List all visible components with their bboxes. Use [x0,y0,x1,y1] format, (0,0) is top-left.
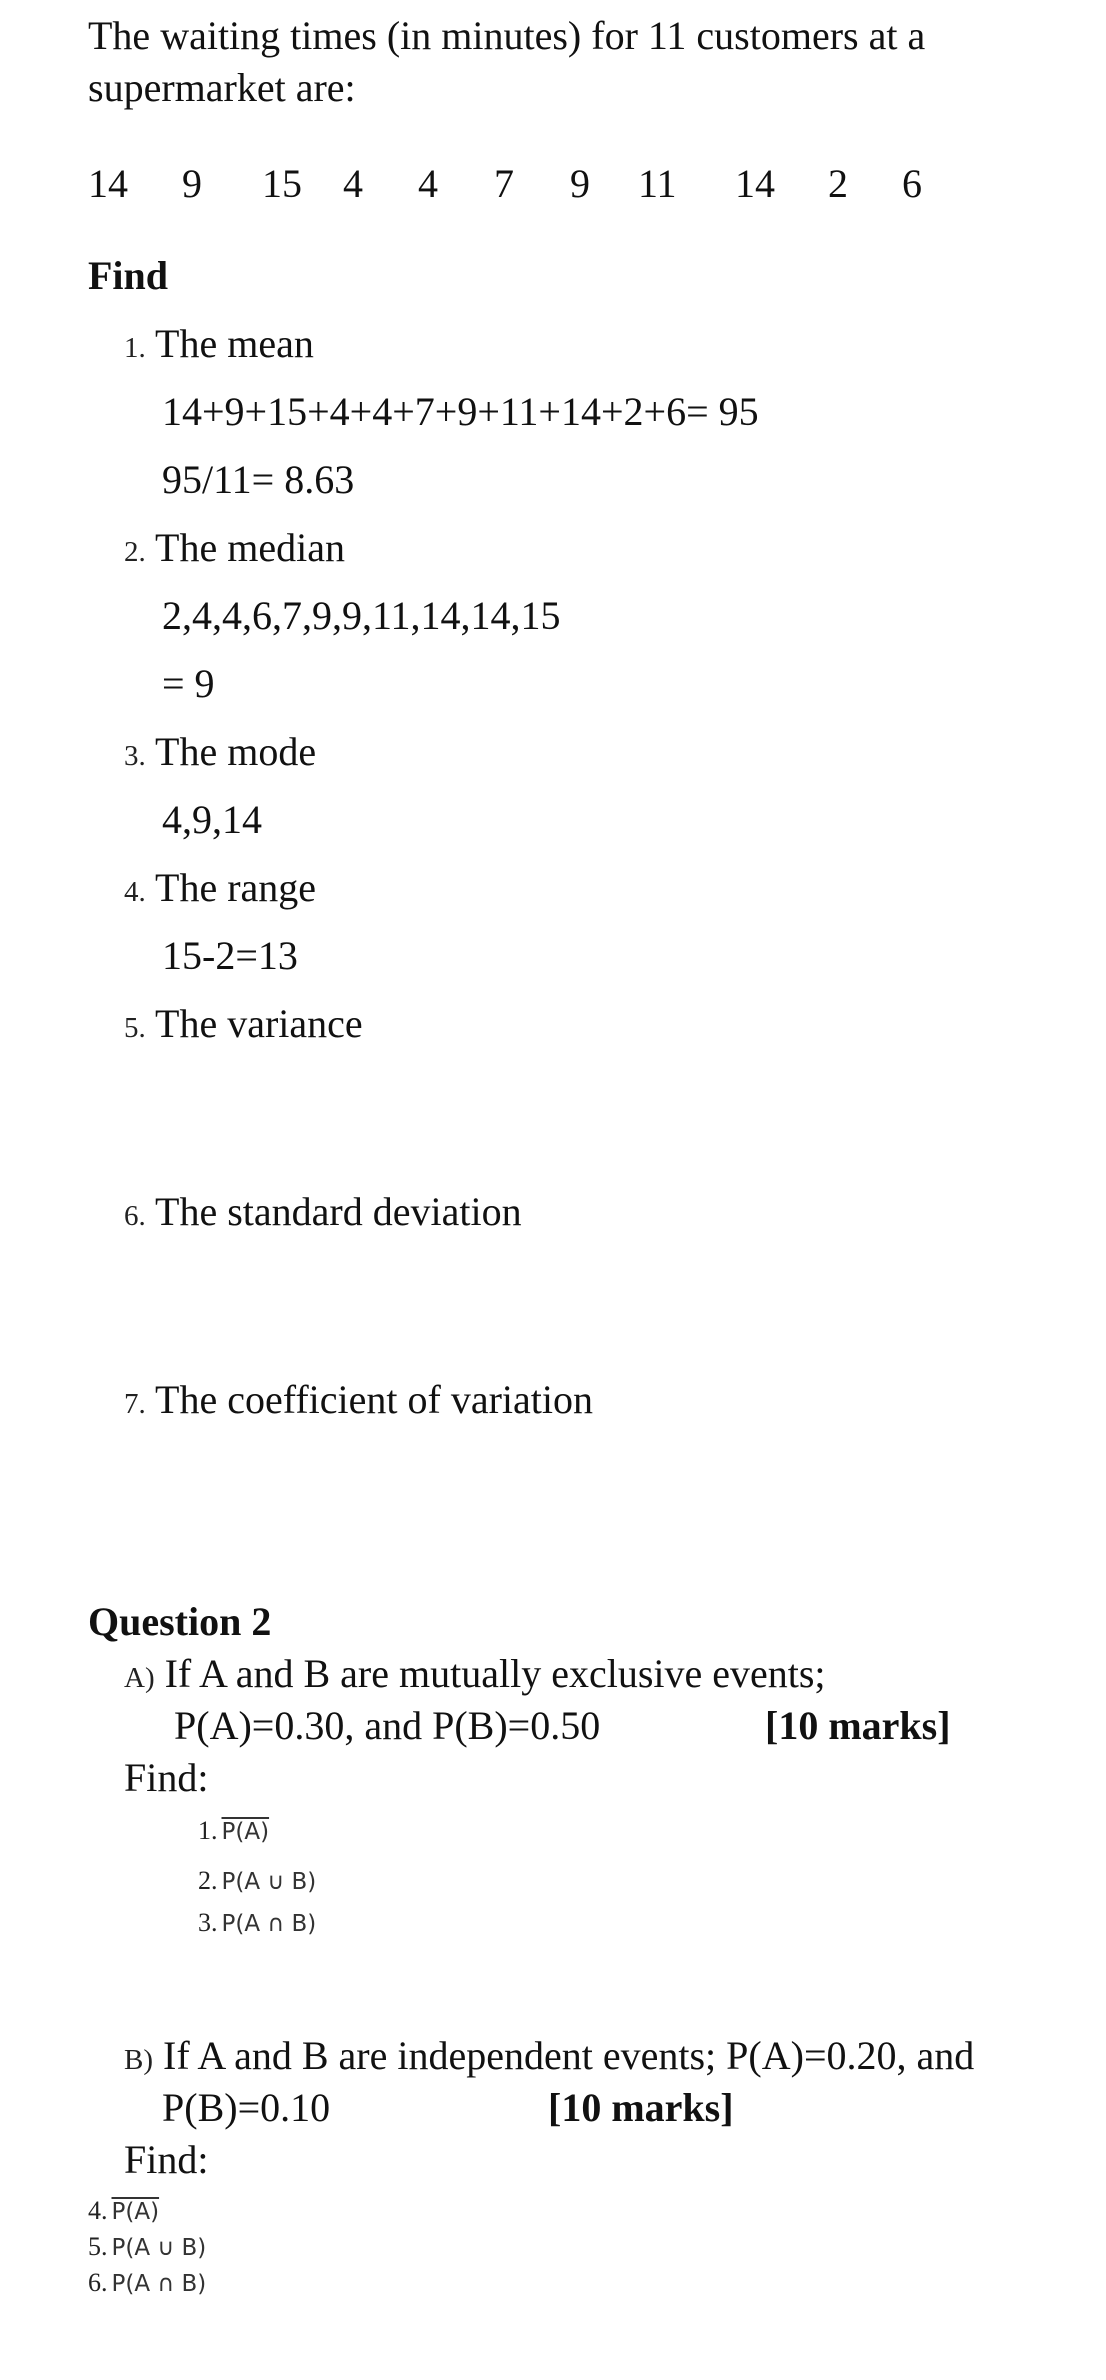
mode-result: 4,9,14 [162,797,262,842]
list-item-median [124,522,345,578]
part-b-subitem [88,2196,159,2226]
list-label: The standard deviation [155,1189,522,1234]
data-value: 14 [88,161,128,206]
list-item-coefficient-of-variation [124,1374,593,1430]
list-item-variance [124,998,363,1054]
union-expression: P(A ∪ B) [111,2235,207,2261]
median-sorted-values: 2,4,4,6,7,9,9,11,14,14,15 [162,593,561,638]
range-result: 15-2=13 [162,933,298,978]
mean-calculation: 14+9+15+4+4+7+9+11+14+2+6= 95 [162,389,759,434]
list-label: The mean [155,321,314,366]
data-value: 9 [182,161,202,206]
list-number: 2. [198,1866,218,1895]
part-b-text: If A and B are independent events; P(A)=0.20, and [163,2033,975,2078]
list-item-mode [124,726,316,782]
part-b-find-label: Find: [124,2137,209,2182]
intro-line-2: supermarket are: [88,65,356,110]
data-value: 6 [902,161,922,206]
intersection-expression: P(A ∩ B) [221,1911,317,1937]
list-number: 1. [198,1816,218,1845]
part-marker: B) [124,2044,153,2076]
data-value: 2 [828,161,848,206]
list-item-mean [124,318,314,374]
list-number: 1. [124,332,146,364]
list-number: 4. [88,2196,108,2225]
list-item-range [124,862,316,918]
list-number: 7. [124,1388,146,1420]
part-a-probabilities: P(A)=0.30, and P(B)=0.50 [174,1703,601,1748]
part-marker: A) [124,1662,155,1694]
data-value: 11 [638,161,677,206]
data-value: 14 [735,161,775,206]
complement-of-a-expression: P(A) [111,2199,160,2225]
data-value: 7 [494,161,514,206]
part-a-marks: [10 marks] [765,1703,951,1748]
list-number: 3. [124,740,146,772]
complement-of-a-expression: P(A) [221,1819,270,1845]
median-result: = 9 [162,661,215,706]
intro-line-1: The waiting times (in minutes) for 11 customers at a [88,13,926,58]
list-number: 6. [124,1200,146,1232]
part-b-line-1 [124,2030,974,2086]
list-number: 5. [88,2232,108,2261]
part-a-find-label: Find: [124,1755,209,1800]
part-a-subitem [198,1866,316,1896]
list-label: The range [155,865,317,910]
data-value: 4 [418,161,438,206]
list-number: 4. [124,876,146,908]
list-number: 6. [88,2268,108,2297]
part-b-marks: [10 marks] [548,2085,734,2130]
data-value: 9 [570,161,590,206]
part-a-subitem [198,1816,269,1846]
list-label: The variance [155,1001,363,1046]
union-expression: P(A ∪ B) [221,1869,317,1895]
list-number: 5. [124,1012,146,1044]
list-number: 2. [124,536,146,568]
part-a-line-1 [124,1648,826,1704]
intersection-expression: P(A ∩ B) [111,2271,207,2297]
data-value: 4 [343,161,363,206]
list-label: The mode [155,729,317,774]
list-label: The median [155,525,345,570]
part-b-subitem [88,2232,206,2262]
list-item-standard-deviation [124,1186,522,1242]
data-value: 15 [262,161,302,206]
list-number: 3. [198,1908,218,1937]
part-b-subitem [88,2268,206,2298]
mean-result: 95/11= 8.63 [162,457,355,502]
find-heading: Find [88,253,169,298]
part-b-probabilities: P(B)=0.10 [162,2085,331,2130]
part-a-subitem [198,1908,316,1938]
part-a-text: If A and B are mutually exclusive events; [164,1651,826,1696]
question2-heading: Question 2 [88,1599,272,1644]
list-label: The coefficient of variation [155,1377,593,1422]
